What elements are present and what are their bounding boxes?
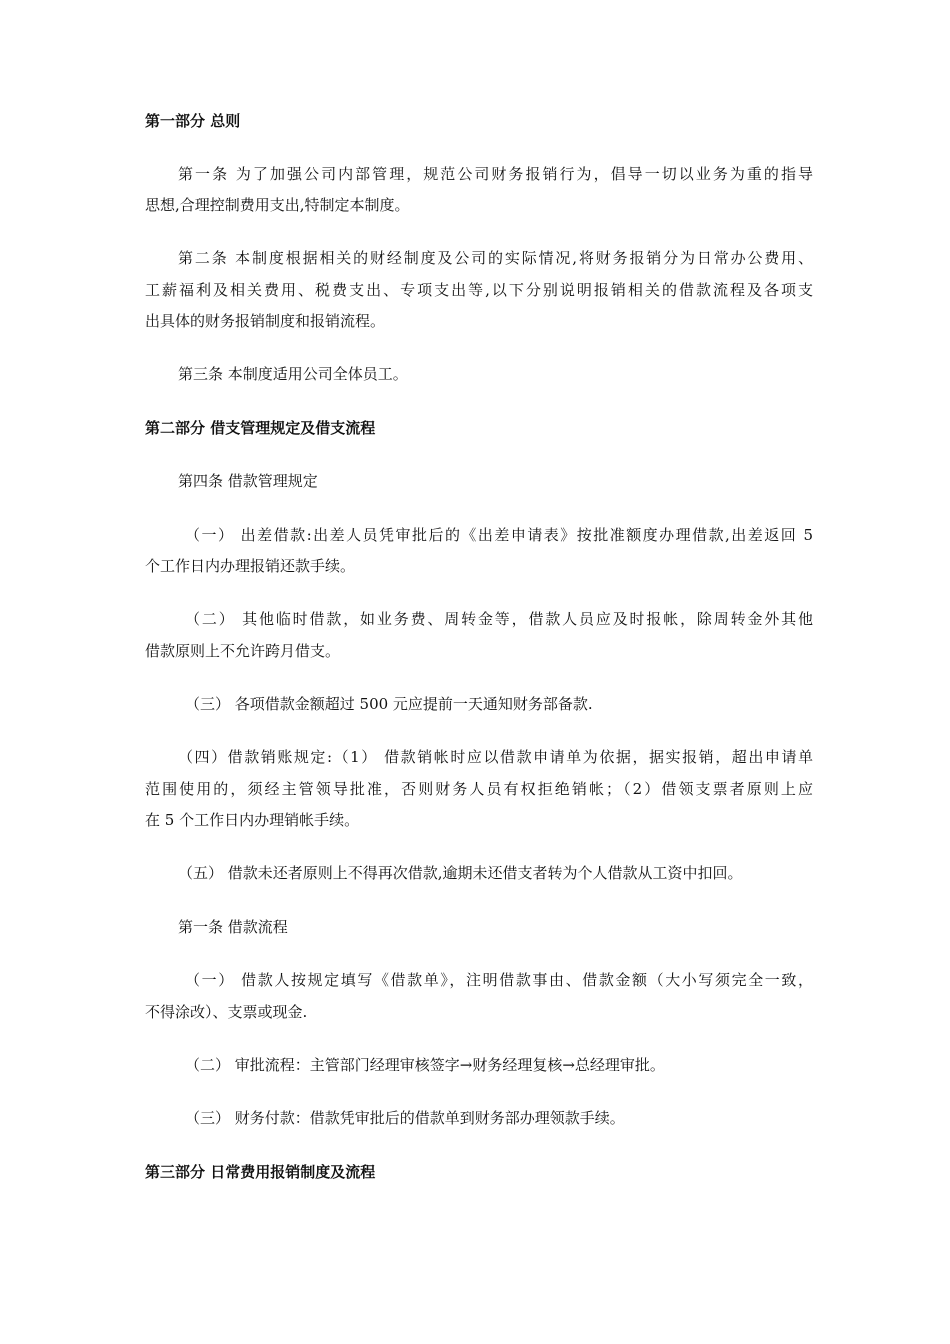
item-4-line-1: （四）借款销账规定:（1） 借款销帐时应以借款申请单为依据，据实报销，超出申请单	[178, 748, 813, 766]
flow-1-line-1: （一） 借款人按规定填写《借款单》，注明借款事由、借款金额（大小写须完全一致，	[185, 971, 813, 989]
item-2-line-1: （二） 其他临时借款，如业务费、周转金等，借款人员应及时报帐，除周转金外其他	[185, 610, 813, 628]
item-3-line-1: （三） 各项借款金额超过 500 元应提前一天通知财务部备款.	[185, 695, 593, 713]
article-2-line-3: 出具体的财务报销制度和报销流程。	[145, 312, 386, 330]
article-1-line-2: 思想,合理控制费用支出,特制定本制度。	[145, 196, 410, 214]
article-4-title: 第四条 借款管理规定	[178, 472, 318, 490]
article-2-line-2: 工薪福利及相关费用、税费支出、专项支出等,以下分别说明报销相关的借款流程及各项支	[145, 281, 813, 299]
section-heading-part3: 第三部分 日常费用报销制度及流程	[145, 1163, 376, 1181]
flow-3-line-1: （三） 财务付款：借款凭审批后的借款单到财务部办理领款手续。	[185, 1109, 625, 1127]
item-4-line-2: 范围使用的，须经主管领导批准，否则财务人员有权拒绝销帐；（2）借领支票者原则上应	[145, 780, 813, 798]
article-3-line-1: 第三条 本制度适用公司全体员工。	[178, 365, 408, 383]
section-heading-part1: 第一部分 总则	[145, 112, 241, 130]
item-1-line-1: （一） 出差借款:出差人员凭审批后的《出差申请表》按批准额度办理借款,出差返回 5	[185, 526, 813, 544]
flow-title: 第一条 借款流程	[178, 918, 288, 936]
flow-2-line-1: （二） 审批流程：主管部门经理审核签字→财务经理复核→总经理审批。	[185, 1056, 665, 1074]
flow-1-line-2: 不得涂改）、支票或现金.	[145, 1003, 308, 1021]
item-5-line-1: （五） 借款未还者原则上不得再次借款,逾期未还借支者转为个人借款从工资中扣回。	[178, 864, 743, 882]
article-2-line-1: 第二条 本制度根据相关的财经制度及公司的实际情况,将财务报销分为日常办公费用、	[178, 249, 813, 267]
item-4-line-3: 在 5 个工作日内办理销帐手续。	[145, 811, 360, 829]
section-heading-part2: 第二部分 借支管理规定及借支流程	[145, 419, 376, 437]
item-1-line-2: 个工作日内办理报销还款手续。	[145, 557, 356, 575]
item-2-line-2: 借款原则上不允许跨月借支。	[145, 642, 341, 660]
article-1-line-1: 第一条 为了加强公司内部管理，规范公司财务报销行为，倡导一切以业务为重的指导	[178, 165, 813, 183]
